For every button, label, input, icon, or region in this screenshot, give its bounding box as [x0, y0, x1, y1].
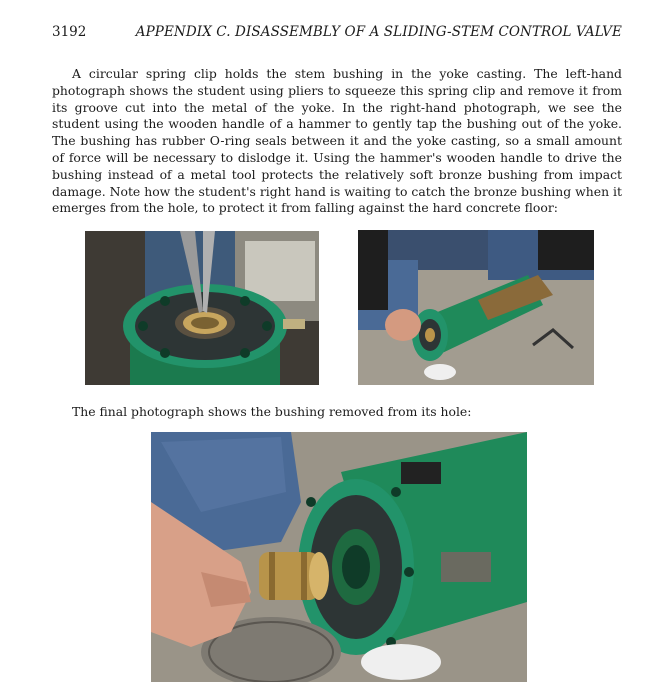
- page-number: 3192: [52, 24, 87, 40]
- page-header: [52, 24, 622, 44]
- paragraph-bushing-removed: The final photograph shows the bushing removed from its hole:: [72, 404, 472, 419]
- photo-bushing-removed: [151, 432, 527, 682]
- photo-pliers-spring-clip: [85, 231, 319, 385]
- running-title: APPENDIX C. DISASSEMBLY OF A SLIDING-STEM CONTROL VALVE: [135, 24, 622, 40]
- photo-hammer-tapping-bushing: [358, 230, 594, 385]
- paragraph-spring-clip: A circular spring clip holds the stem bushing in the yoke casting. The left-hand photograph shows the student using pliers to squeeze this spring clip and remove it from its groove cut into the metal of the yoke. In the right-hand photograph, we see the student using the wooden handle of a hammer to gently tap the bushing out of the yoke. The bushing has rubber O-ring seals between it and the yoke casting, so a small amount of force will be necessary to dislodge it. Using the hammer's wooden handle to drive the bushing instead of a metal tool protects the relatively soft bronze bushing from impact damage. Note how the student's right hand is waiting to catch the bronze bushing when it emerges from the hole, to protect it from falling against the hard concrete floor:: [52, 66, 622, 216]
